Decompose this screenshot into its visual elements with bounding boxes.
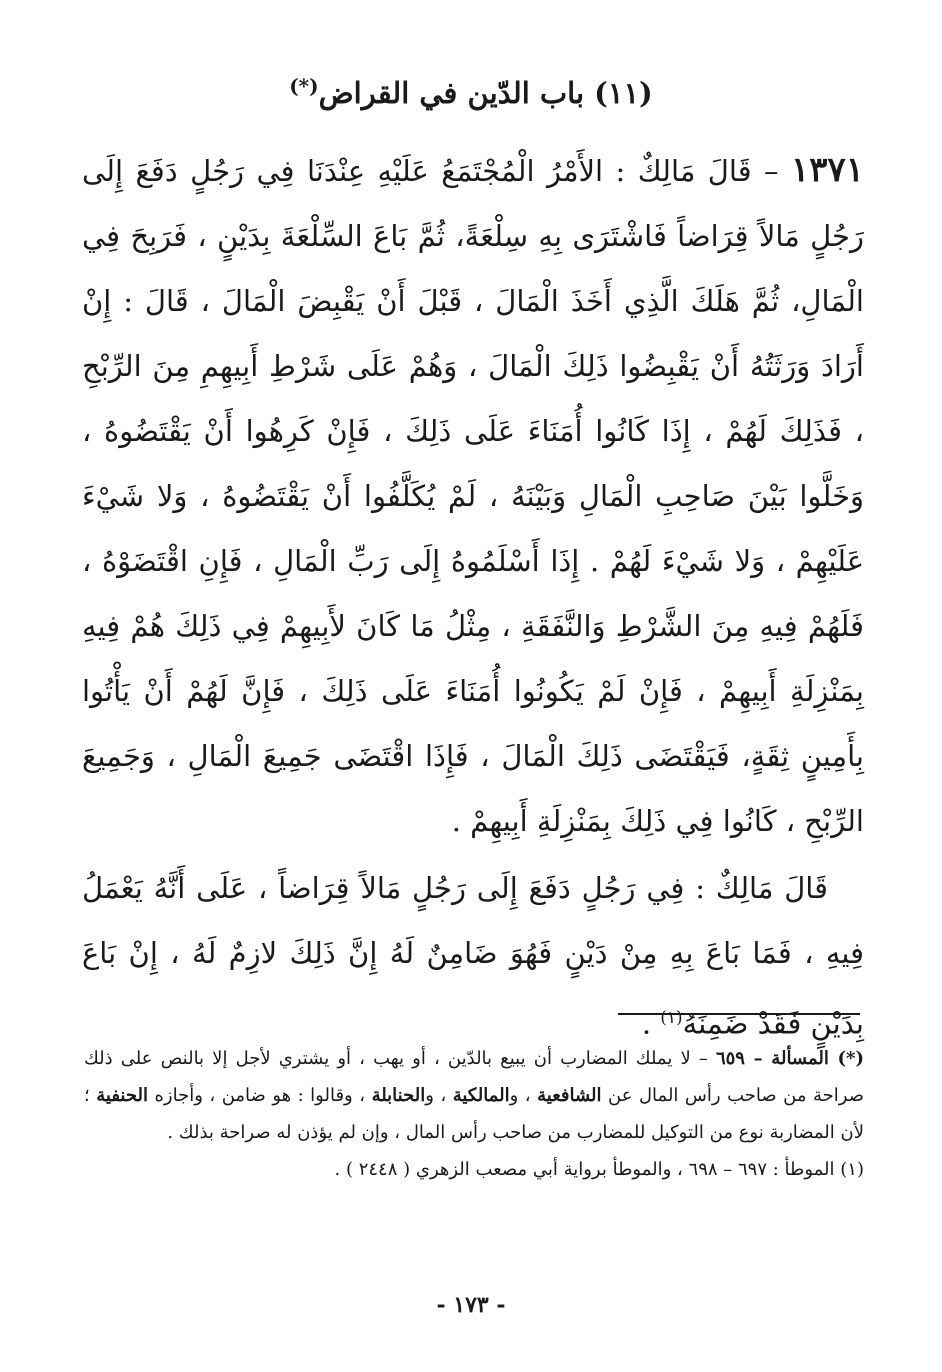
footnote-star	[84, 1040, 864, 1151]
footnote-text: ؛ لأن المضاربة نوع من التوكيل للمضارب من صاحب رأس المال ، وإن لم يؤذن له صراحة بذلك .	[84, 1085, 864, 1143]
main-text-body	[82, 138, 864, 1057]
footnote-text: – لا يملك المضارب أن يبيع بالدّين ، أو يهب ، أو يشتري لأجل إلا بالنص على ذلك صراحة من صاحب رأس المال عن	[84, 1048, 865, 1106]
paragraph-end: .	[641, 1006, 661, 1041]
school-name: الحنابلة	[371, 1085, 426, 1106]
footnotes-section	[84, 1040, 864, 1188]
chapter-footnote-marker: (*)	[289, 74, 319, 98]
paragraph-text: قَالَ مَالِكٌ : فِي رَجُلٍ دَفَعَ إِلَى رَجُلٍ مَالاً قِرَاضاً ، عَلَى أَنَّهُ يَعْمَلُ فِيهِ ، فَمَا بَاعَ بِهِ مِنْ دَيْنٍ فَهُوَ ضَامِنٌ لَهُ إِنَّ ذَلِكَ لازِمٌ لَهُ ، إِنْ بَاعَ بِدَيْنٍ فَقَدْ ضَمِنَهُ	[82, 871, 864, 1041]
paragraph-malik-saying	[82, 856, 864, 1057]
footnote-text: ، و	[509, 1085, 538, 1106]
footnote-divider	[618, 1013, 860, 1015]
footnote-star-label: (*) المسألة – ٦٥٩	[715, 1048, 864, 1069]
footnote-ref-1: (١)	[660, 1008, 683, 1028]
school-name: الشافعية	[537, 1085, 602, 1106]
paragraph-1371	[82, 138, 864, 854]
chapter-title-text: (١١) باب الدّين في القراض	[318, 76, 653, 110]
footnote-1: (١) الموطأ : ٦٩٧ – ٦٩٨ ، والموطأ برواية أبي مصعب الزهري ( ٢٤٤٨ ) .	[334, 1159, 864, 1180]
footnote-text: ، وقالوا : هو ضامن ، وأجازه	[147, 1085, 372, 1106]
paragraph-text: – قَالَ مَالِكٌ : الأَمْرُ الْمُجْتَمَعُ عَلَيْهِ عِنْدَنَا فِي رَجُلٍ دَفَعَ إِلَى رَجُلٍ مَالاً قِرَاضاً فَاشْتَرَى بِهِ سِلْعَةً، ثُمَّ بَاعَ السِّلْعَةَ بِدَيْنٍ ، فَرَبِحَ فِي الْمَالِ، ثُمَّ هَلَكَ الَّذِي أَخَذَ الْمَالَ ، قَبْلَ أَنْ يَقْبِضَ الْمَالَ ، قَالَ : إِنْ أَرَادَ وَرَثَتُهُ أَنْ يَقْبِضُوا ذَلِكَ الْمَالَ ، وَهُمْ عَلَى شَرْطِ أَبِيهِمِ مِنَ الرِّبْحِ ، فَذَلِكَ لَهُمْ ، إِذَا كَانُوا أُمَنَاءَ عَلَى ذَلِكَ ، فَإِنْ كَرِهُوا أَنْ يَقْتَضُوهُ ، وَخَلَّوا بَيْنَ صَاحِبِ الْمَالِ وَبَيْنَهُ ، لَمْ يُكَلَّفُوا أَنْ يَقْتَضُوهُ ، وَلا شَيْءَ عَلَيْهِمْ ، وَلا شَيْءَ لَهُمْ . إِذَا أَسْلَمُوهُ إِلَى رَبِّ الْمَالِ ، فَإِنِ اقْتَضَوْهُ ، فَلَهُمْ فِيهِ مِنَ الشَّرْطِ وَالنَّفَقَةِ ، مِثْلُ مَا كَانَ لأَبِيهِمْ فِي ذَلِكَ هُمْ فِيهِ بِمَنْزِلَةِ أَبِيهِمْ ، فَإِنْ لَمْ يَكُونُوا أُمَنَاءَ عَلَى ذَلِكَ ، فَإِنَّ لَهُمْ أَنْ يَأْتُوا بِأَمِينٍ ثِقَةٍ، فَيَقْتَضَى ذَلِكَ الْمَالَ ، فَإِذَا اقْتَضَى جَمِيعَ الْمَالِ ، وَجَمِيعَ الرِّبْحِ ، كَانُوا فِي ذَلِكَ بِمَنْزِلَةِ أَبِيهِمْ .	[82, 154, 864, 838]
chapter-heading	[0, 66, 942, 113]
page-number: - ١٧٣ -	[436, 1292, 506, 1318]
footnote-text: ، و	[425, 1085, 453, 1106]
school-name: المالكية	[452, 1085, 510, 1106]
hadith-number: ١٣٧١	[790, 150, 864, 190]
school-name: الحنفية	[96, 1085, 148, 1106]
